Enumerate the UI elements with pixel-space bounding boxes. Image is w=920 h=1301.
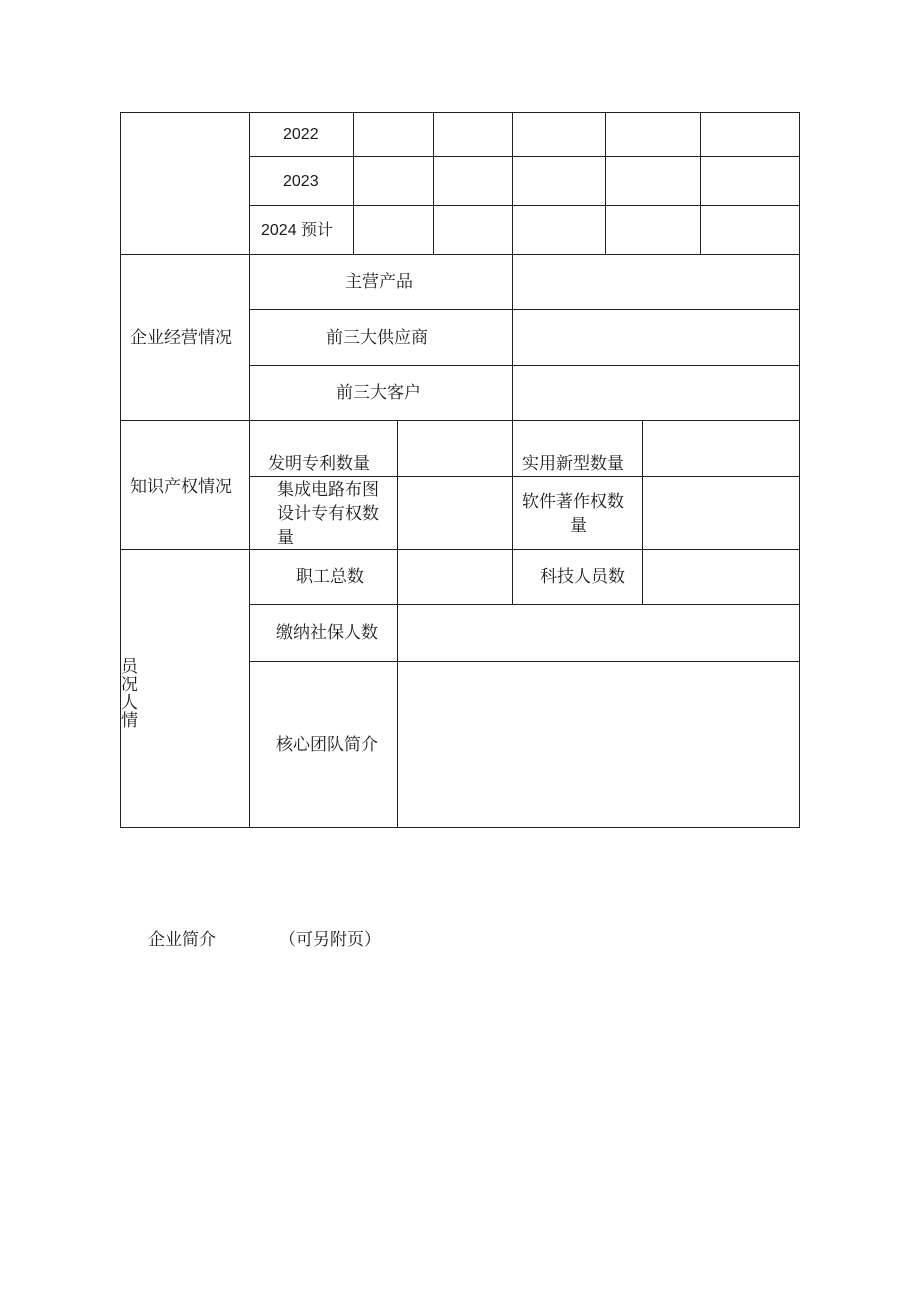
- ip-section-label: 知识产权情况: [130, 477, 232, 497]
- company-intro-heading: 企业简介: [148, 930, 216, 950]
- staff-section-label: [121, 658, 139, 730]
- software-copyright-label-line2: 量: [570, 516, 587, 536]
- utility-models-label: 实用新型数量: [522, 454, 624, 474]
- attach-page-note: （可另附页）: [279, 930, 381, 950]
- top-customers-label: 前三大客户: [336, 383, 421, 403]
- year-2022-label: 2022: [283, 126, 319, 143]
- operations-section-label: 企业经营情况: [130, 328, 232, 348]
- total-employees-label: 职工总数: [296, 567, 364, 587]
- staff-label-char: 况: [121, 675, 138, 695]
- social-insurance-label: 缴纳社保人数: [276, 623, 378, 643]
- tech-staff-label: 科技人员数: [540, 567, 625, 587]
- year-2023-label: 2023: [283, 173, 319, 190]
- year-2024-estimate-label: 2024 预计: [261, 222, 334, 239]
- software-copyright-label-line1: 软件著作权数: [522, 492, 624, 512]
- ic-layout-label-line3: 量: [277, 528, 294, 548]
- main-products-label: 主营产品: [345, 272, 413, 292]
- ic-layout-label-line2: 设计专有权数: [277, 504, 379, 524]
- staff-label-char: 人: [121, 693, 138, 713]
- staff-label-char: 员: [121, 657, 138, 677]
- staff-label-char: 情: [121, 711, 138, 731]
- core-team-label: 核心团队简介: [276, 735, 378, 755]
- ic-layout-label-line1: 集成电路布图: [277, 480, 379, 500]
- top-suppliers-label: 前三大供应商: [326, 328, 428, 348]
- invention-patents-label: 发明专利数量: [268, 454, 370, 474]
